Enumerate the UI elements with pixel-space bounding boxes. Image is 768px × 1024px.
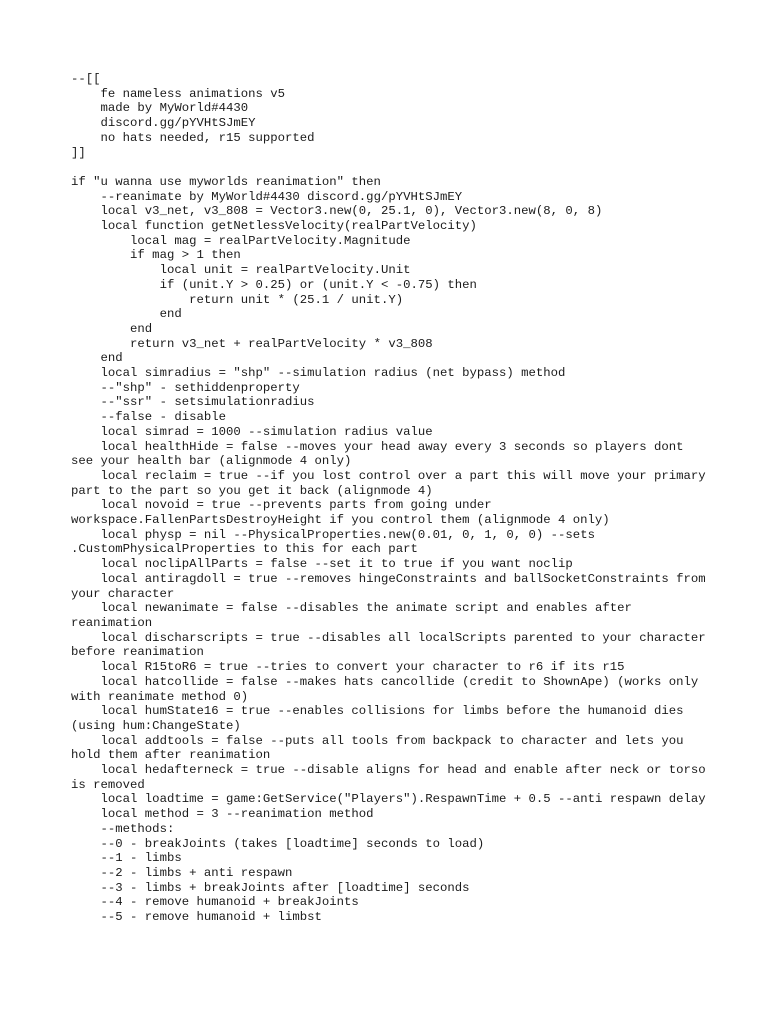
code-line: local unit = realPartVelocity.Unit bbox=[71, 263, 411, 278]
code-line: local novoid = true --prevents parts from going under workspace.FallenPartsDestroyHeight if you control them (alignmode 4 only) bbox=[71, 498, 610, 528]
code-line: local method = 3 --reanimation method bbox=[71, 807, 374, 822]
code-line: end bbox=[71, 351, 123, 366]
code-line: local R15toR6 = true --tries to convert your character to r6 if its r15 bbox=[71, 660, 625, 675]
code-line: return unit * (25.1 / unit.Y) bbox=[71, 292, 404, 307]
code-line: local healthHide = false --moves your head away every 3 seconds so players dont see your health bar (alignmode 4 only) bbox=[71, 439, 691, 469]
code-line: if mag > 1 then bbox=[71, 248, 241, 263]
code-line: --methods: bbox=[71, 821, 175, 836]
code-line: local addtools = false --puts all tools from backpack to character and lets you hold them after reanimation bbox=[71, 733, 691, 763]
code-line: --0 - breakJoints (takes [loadtime] seconds to load) bbox=[71, 836, 485, 851]
code-line: --"shp" - sethiddenproperty bbox=[71, 380, 300, 395]
code-line: return v3_net + realPartVelocity * v3_808 bbox=[71, 336, 433, 351]
code-line: local hedafterneck = true --disable aligns for head and enable after neck or torso is removed bbox=[71, 763, 714, 792]
code-line: local antiragdoll = true --removes hingeConstraints and ballSocketConstraints from your character bbox=[71, 571, 714, 601]
code-line: local hatcollide = false --makes hats cancollide (credit to ShownApe) (works only with reanimate method 0) bbox=[71, 674, 706, 704]
code-line: --"ssr" - setsimulationradius bbox=[71, 395, 315, 410]
code-line: --3 - limbs + breakJoints after [loadtime] seconds bbox=[71, 880, 470, 895]
code-line: if "u wanna use myworlds reanimation" then bbox=[71, 174, 381, 189]
code-line: discord.gg/pYVHtSJmEY bbox=[71, 116, 256, 131]
code-line: --reanimate by MyWorld#4430 discord.gg/pYVHtSJmEY bbox=[71, 189, 463, 204]
code-line: local simradius = "shp" --simulation radius (net bypass) method bbox=[71, 366, 566, 381]
code-line: local function getNetlessVelocity(realPartVelocity) bbox=[71, 219, 477, 234]
code-line: --5 - remove humanoid + limbst bbox=[71, 910, 322, 925]
code-line: local physp = nil --PhysicalProperties.new(0.01, 0, 1, 0, 0) --sets .CustomPhysicalProperties to this for each part bbox=[71, 527, 603, 557]
code-line: local v3_net, v3_808 = Vector3.new(0, 25.1, 0), Vector3.new(8, 0, 8) bbox=[71, 204, 603, 219]
code-block bbox=[71, 72, 714, 925]
code-line: --2 - limbs + anti respawn bbox=[71, 865, 293, 880]
code-line: --1 - limbs bbox=[71, 851, 182, 866]
code-line: local newanimate = false --disables the animate script and enables after reanimation bbox=[71, 601, 640, 630]
code-line: fe nameless animations v5 bbox=[71, 86, 286, 101]
code-line: --[[ bbox=[71, 72, 101, 86]
code-line bbox=[71, 160, 711, 175]
code-line: local noclipAllParts = false --set it to true if you want noclip bbox=[71, 557, 573, 572]
code-line: made by MyWorld#4430 bbox=[71, 101, 249, 116]
code-line: local mag = realPartVelocity.Magnitude bbox=[71, 233, 411, 248]
code-line: local reclaim = true --if you lost control over a part this will move your primary part to the part so you get it back (alignmode 4) bbox=[71, 468, 714, 498]
code-line: local loadtime = game:GetService("Players").RespawnTime + 0.5 --anti respawn delay bbox=[71, 792, 706, 807]
code-line: ]] bbox=[71, 145, 86, 160]
code-line: --false - disable bbox=[71, 410, 226, 425]
code-line: if (unit.Y > 0.25) or (unit.Y < -0.75) then bbox=[71, 277, 477, 292]
code-line: end bbox=[71, 321, 153, 336]
code-line: local humState16 = true --enables collisions for limbs before the humanoid dies (using hum:ChangeState) bbox=[71, 704, 691, 733]
code-line: --4 - remove humanoid + breakJoints bbox=[71, 895, 359, 910]
code-line: no hats needed, r15 supported bbox=[71, 130, 315, 145]
code-line: local discharscripts = true --disables all localScripts parented to your character before reanimation bbox=[71, 630, 714, 660]
code-line: end bbox=[71, 307, 182, 322]
code-line: local simrad = 1000 --simulation radius value bbox=[71, 424, 433, 439]
